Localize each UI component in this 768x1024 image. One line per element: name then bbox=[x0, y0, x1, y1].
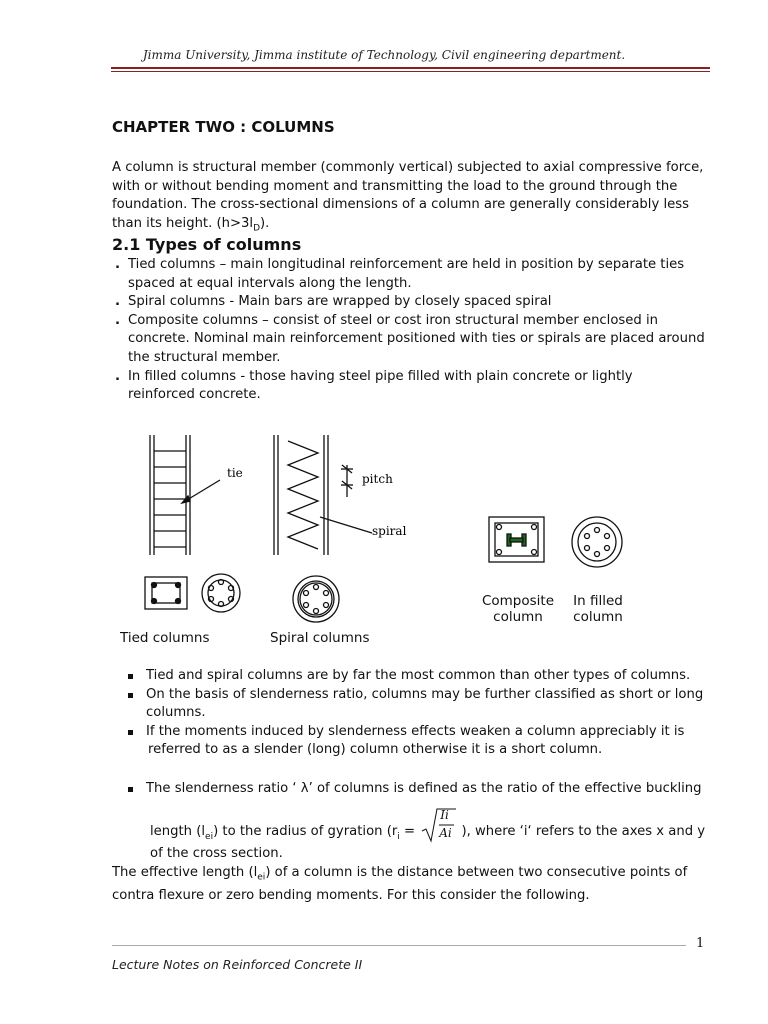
caption-tied: Tied columns bbox=[120, 630, 210, 646]
list-item: . Spiral columns - Main bars are wrapped by closely spaced spiral bbox=[115, 294, 552, 310]
types-list bbox=[112, 256, 708, 405]
tied-circular-section bbox=[202, 574, 240, 612]
list-item: . Tied columns – main longitudinal reinforcement are held in position by separate ties spaced at equal intervals along the length. bbox=[115, 257, 685, 291]
intro-line: with or without bending moment and transmitting the load to the ground through the bbox=[112, 178, 678, 194]
footer-rule bbox=[112, 945, 686, 946]
slenderness-line3: of the cross section. bbox=[150, 846, 283, 861]
infilled-section bbox=[572, 517, 622, 567]
caption-infilled: In filled column bbox=[573, 593, 623, 625]
sqrt-fraction: Ii Ai bbox=[420, 807, 456, 843]
slenderness-line: The slenderness ratio ‘ λ’ of columns is defined as the ratio of the effective buckling bbox=[146, 781, 702, 796]
list-item: On the basis of slenderness ratio, columns may be further classified as short or long columns. bbox=[128, 686, 708, 723]
page-footer: Lecture Notes on Reinforced Concrete II bbox=[112, 957, 363, 972]
caption-composite: Composite column bbox=[481, 593, 555, 625]
intro-line: foundation. The cross-sectional dimensions of a column are generally considerably less bbox=[112, 197, 689, 213]
page-number: 1 bbox=[696, 936, 705, 951]
header-rule-thin bbox=[111, 71, 710, 72]
slenderness-formula-line: length $(l_{ei})$ to the radius of gyration ($r_i$ = Ii Ai ), where ‘i‘ refers to the axes x and y bbox=[150, 808, 706, 842]
list-item: . In filled columns - those having steel pipe filled with plain concrete or lightly reinforced concrete. bbox=[115, 368, 633, 403]
list-item: If the moments induced by slenderness effects weaken a column appreciably it is referred to as a slender (long) column otherwise it is a short column. bbox=[128, 723, 708, 760]
intro-line-end: ). bbox=[260, 215, 270, 231]
notes-list bbox=[128, 667, 708, 760]
spiral-section bbox=[293, 576, 339, 622]
slenderness-item bbox=[128, 780, 708, 799]
page-header: Jimma University, Jimma institute of Technology, Civil engineering department. bbox=[142, 48, 626, 62]
caption-spiral: Spiral columns bbox=[270, 630, 370, 646]
list-item: Tied and spiral columns are by far the most common than other types of columns. bbox=[128, 667, 708, 686]
formula-subscript: D bbox=[253, 223, 261, 234]
section-title: 2.1 Types of columns bbox=[112, 235, 302, 254]
intro-line-text: than its height. (h>3l bbox=[112, 215, 254, 231]
spiral-column-elevation bbox=[274, 435, 372, 555]
pitch-label: pitch bbox=[362, 472, 393, 486]
header-rule bbox=[111, 67, 710, 69]
intro-line: A column is structural member (commonly vertical) subjected to axial compressive force, bbox=[112, 160, 704, 175]
tied-rect-section bbox=[145, 577, 187, 609]
effective-length-paragraph: The effective length $(l_{ei})$ of a column is the distance between two consecutive points of contra flexure or zero bending moments. For this consider the following. bbox=[112, 865, 688, 904]
intro-paragraph bbox=[112, 159, 708, 238]
list-item: . Composite columns – consist of steel or cost iron structural member enclosed in concrete. Nominal main reinforcement positioned with ties or spirals are placed around the structural member. bbox=[115, 312, 705, 365]
tied-column-elevation bbox=[150, 435, 220, 555]
composite-section bbox=[489, 517, 544, 562]
chapter-title: CHAPTER TWO : COLUMNS bbox=[112, 118, 335, 136]
spiral-label: spiral bbox=[372, 524, 407, 538]
tie-label: tie bbox=[227, 466, 243, 480]
